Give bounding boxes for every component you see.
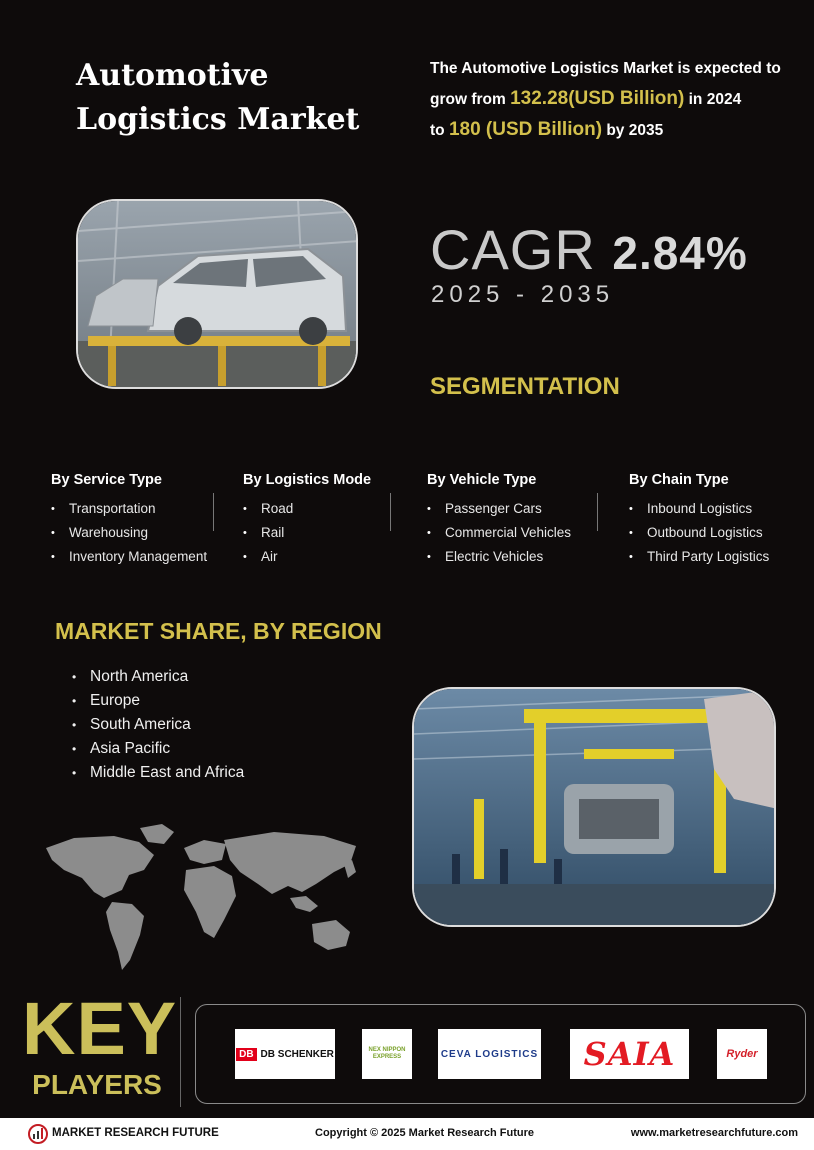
key-players-title: [22, 987, 178, 1102]
segment-item: • Inventory Management: [51, 545, 207, 569]
db-schenker-logo: [235, 1029, 335, 1079]
segment-divider: [597, 493, 598, 531]
region-item: • Asia Pacific: [72, 737, 244, 761]
footer-copyright: Copyright © 2025 Market Research Future: [315, 1127, 535, 1139]
segment-item: • Inbound Logistics: [629, 497, 769, 521]
segment-heading: By Vehicle Type: [427, 472, 537, 488]
region-item: • Europe: [72, 689, 244, 713]
ryder-text: Ryder: [726, 1048, 758, 1060]
segment-divider: [213, 493, 214, 531]
segment-heading: By Service Type: [51, 472, 162, 488]
region-title: MARKET SHARE, BY REGION: [55, 618, 382, 644]
mrf-logo-icon: [28, 1124, 48, 1147]
segment-item: • Transportation: [51, 497, 207, 521]
segment-heading: By Chain Type: [629, 472, 729, 488]
db-badge: DB: [236, 1048, 256, 1061]
key-players-title-big: KEY: [22, 987, 178, 1070]
segment-item: • Rail: [243, 521, 371, 545]
segment-item: • Passenger Cars: [427, 497, 571, 521]
segment-item: • Third Party Logistics: [629, 545, 769, 569]
page-title: Automotive Logistics Market: [76, 58, 360, 137]
segment-item: • Electric Vehicles: [427, 545, 571, 569]
segment-item: • Air: [243, 545, 371, 569]
footer-brand: MARKET RESEARCH FUTURE: [52, 1127, 219, 1139]
factory-photo: [412, 687, 776, 927]
saia-logo: [570, 1029, 689, 1079]
cagr-value: 2.84%: [612, 227, 748, 279]
segment-vehicle-type: [427, 470, 571, 569]
segment-item: • Commercial Vehicles: [427, 521, 571, 545]
footer: [0, 1118, 814, 1150]
db-schenker-text: DB SCHENKER: [260, 1048, 334, 1060]
footer-url[interactable]: www.marketresearchfuture.com: [630, 1127, 798, 1139]
ceva-logo: [438, 1029, 541, 1079]
segment-item: • Outbound Logistics: [629, 521, 769, 545]
segment-item: • Road: [243, 497, 371, 521]
segment-chain-type: [629, 470, 769, 569]
cagr-label: CAGR: [430, 218, 596, 281]
forecast-start-suffix: in 2024: [688, 91, 742, 108]
nippon-express-text: NEX NIPPON EXPRESS: [368, 1047, 406, 1060]
segment-heading: By Logistics Mode: [243, 472, 372, 488]
segment-divider: [390, 493, 391, 531]
world-map-icon: [44, 820, 366, 980]
ceva-text: CEVA LOGISTICS: [440, 1048, 539, 1060]
cagr-display: [430, 218, 748, 285]
cagr-years: 2025 - 2035: [431, 281, 615, 308]
forecast-text: [430, 54, 790, 146]
segment-logistics-mode: [243, 470, 371, 569]
forecast-start-value: 132.28(USD Billion): [510, 88, 685, 109]
segment-item: • Warehousing: [51, 521, 207, 545]
region-item: • North America: [72, 665, 244, 689]
forecast-to-prefix: to: [430, 122, 445, 139]
ryder-logo: [717, 1029, 767, 1079]
car-assembly-photo: [76, 199, 358, 389]
key-players-divider: [180, 997, 181, 1107]
segment-service-type: [51, 470, 207, 569]
nippon-express-logo: [362, 1029, 412, 1079]
saia-text: SAIA: [583, 1035, 676, 1073]
key-players-title-small: PLAYERS: [32, 1069, 162, 1100]
forecast-grow-prefix: grow from: [430, 91, 506, 108]
forecast-end-suffix: by 2035: [606, 122, 664, 139]
region-item: • South America: [72, 713, 244, 737]
region-list: [72, 665, 244, 785]
region-item: • Middle East and Africa: [72, 761, 244, 785]
forecast-end-value: 180 (USD Billion): [448, 119, 603, 140]
segmentation-title: SEGMENTATION: [430, 373, 620, 400]
forecast-line1: The Automotive Logistics Market is expected to: [430, 60, 781, 77]
